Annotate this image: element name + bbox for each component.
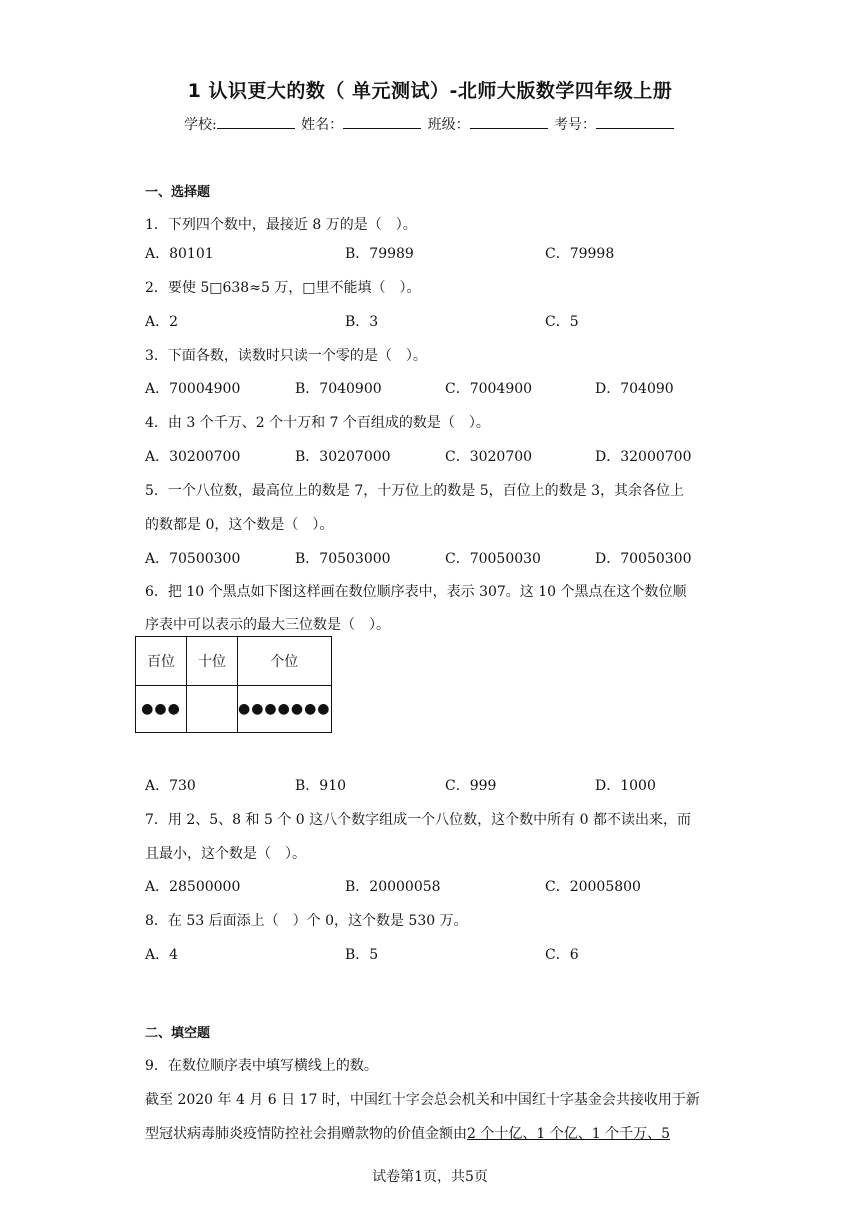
section-heading-choice: 一、选择题 <box>145 185 211 200</box>
class-label: 班级： <box>427 117 470 133</box>
question-6-line-1: 6．把 10 个黑点如下图这样画在数位顺序表中，表示 307。这 10 个黑点在这个数位顺 <box>145 584 687 600</box>
question-7-line-1: 7．用 2、5、8 和 5 个 0 这八个数字组成一个八位数，这个数中所有 0 都不读出来，而 <box>145 812 691 828</box>
section-heading-fill-blank: 二、填空题 <box>145 1026 211 1041</box>
question-1-options <box>145 243 720 263</box>
option-a: A．30200700 <box>145 449 241 465</box>
option-c: C．999 <box>445 778 497 794</box>
question-8-options <box>145 944 720 964</box>
option-b: B．7040900 <box>295 381 382 397</box>
option-c: C．70050030 <box>445 551 541 567</box>
exam-number-label: 考号： <box>554 117 597 133</box>
question-7-line-2: 且最小，这个数是（ ）。 <box>145 846 306 862</box>
header-ones: 个位 <box>238 637 332 686</box>
header-tens: 十位 <box>187 637 238 686</box>
question-2: 2．要使 5□638≈5 万，□里不能填（ ）。 <box>145 280 421 296</box>
class-blank[interactable] <box>470 114 548 129</box>
question-6-options <box>145 775 720 795</box>
option-b: B．5 <box>345 947 379 963</box>
option-d: D．1000 <box>595 778 656 794</box>
option-c: C．6 <box>545 947 579 963</box>
option-a: A．28500000 <box>145 879 241 895</box>
question-6-line-2: 序表中可以表示的最大三位数是（ ）。 <box>145 617 390 633</box>
name-label: 姓名： <box>301 117 344 133</box>
header-hundreds: 百位 <box>136 637 187 686</box>
question-1: 1．下列四个数中，最接近 8 万的是（ ）。 <box>145 217 417 233</box>
question-4-options <box>145 446 720 466</box>
question-2-options <box>145 311 720 331</box>
option-d: D．70050300 <box>595 551 692 567</box>
option-c: C．3020700 <box>445 449 533 465</box>
school-blank[interactable] <box>217 114 295 129</box>
option-c: C．79998 <box>545 246 615 262</box>
option-b: B．910 <box>295 778 347 794</box>
option-a: A．4 <box>145 947 179 963</box>
option-a: A．70004900 <box>145 381 241 397</box>
option-a: A．2 <box>145 314 179 330</box>
dots-tens <box>187 686 238 733</box>
dots-hundreds: ●●● <box>136 686 187 733</box>
dots-ones: ●●●●●●● <box>238 686 332 733</box>
option-b: B．70503000 <box>295 551 391 567</box>
question-8: 8．在 53 后面添上（ ）个 0，这个数是 530 万。 <box>145 913 468 929</box>
question-9-line-3 <box>145 1123 720 1143</box>
school-label: 学校: <box>183 117 217 133</box>
option-b: B．20000058 <box>345 879 441 895</box>
table-dots-row <box>136 686 332 733</box>
question-3: 3．下面各数，读数时只读一个零的是（ ）。 <box>145 348 427 364</box>
question-9-line-1: 9．在数位顺序表中填写横线上的数。 <box>145 1058 378 1074</box>
option-b: B．3 <box>345 314 379 330</box>
option-c: C．20005800 <box>545 879 641 895</box>
option-a: A．80101 <box>145 246 214 262</box>
exam-number-blank[interactable] <box>596 114 674 129</box>
place-value-table <box>135 636 332 733</box>
student-info-line <box>0 114 860 134</box>
question-5-line-1: 5．一个八位数，最高位上的数是 7，十万位上的数是 5，百位上的数是 3，其余各位上 <box>145 483 684 499</box>
question-9-line-3-text: 型冠状病毒肺炎疫情防控社会捐赠款物的价值金额由 <box>145 1126 467 1142</box>
option-b: B．30207000 <box>295 449 391 465</box>
table-header-row <box>136 637 332 686</box>
question-9-line-2: 截至 2020 年 4 月 6 日 17 时，中国红十字会总会机关和中国红十字基金会共接收用于新 <box>145 1092 700 1108</box>
option-d: D．704090 <box>595 381 674 397</box>
underlined-number-phrase: 2 个十亿、1 个亿、1 个千万、5 <box>467 1126 670 1142</box>
option-a: A．70500300 <box>145 551 241 567</box>
question-3-options <box>145 378 720 398</box>
name-blank[interactable] <box>343 114 421 129</box>
option-d: D．32000700 <box>595 449 692 465</box>
option-a: A．730 <box>145 778 196 794</box>
option-b: B．79989 <box>345 246 414 262</box>
option-c: C．7004900 <box>445 381 533 397</box>
question-5-line-2: 的数都是 0，这个数是（ ）。 <box>145 517 334 533</box>
question-4: 4．由 3 个千万、2 个十万和 7 个百组成的数是（ ）。 <box>145 415 490 431</box>
question-5-options <box>145 548 720 568</box>
option-c: C．5 <box>545 314 579 330</box>
question-7-options <box>145 876 720 896</box>
page-footer: 试卷第1页，共5页 <box>372 1169 488 1185</box>
page-title: 1 认识更大的数（ 单元测试）-北师大版数学四年级上册 <box>187 80 673 102</box>
